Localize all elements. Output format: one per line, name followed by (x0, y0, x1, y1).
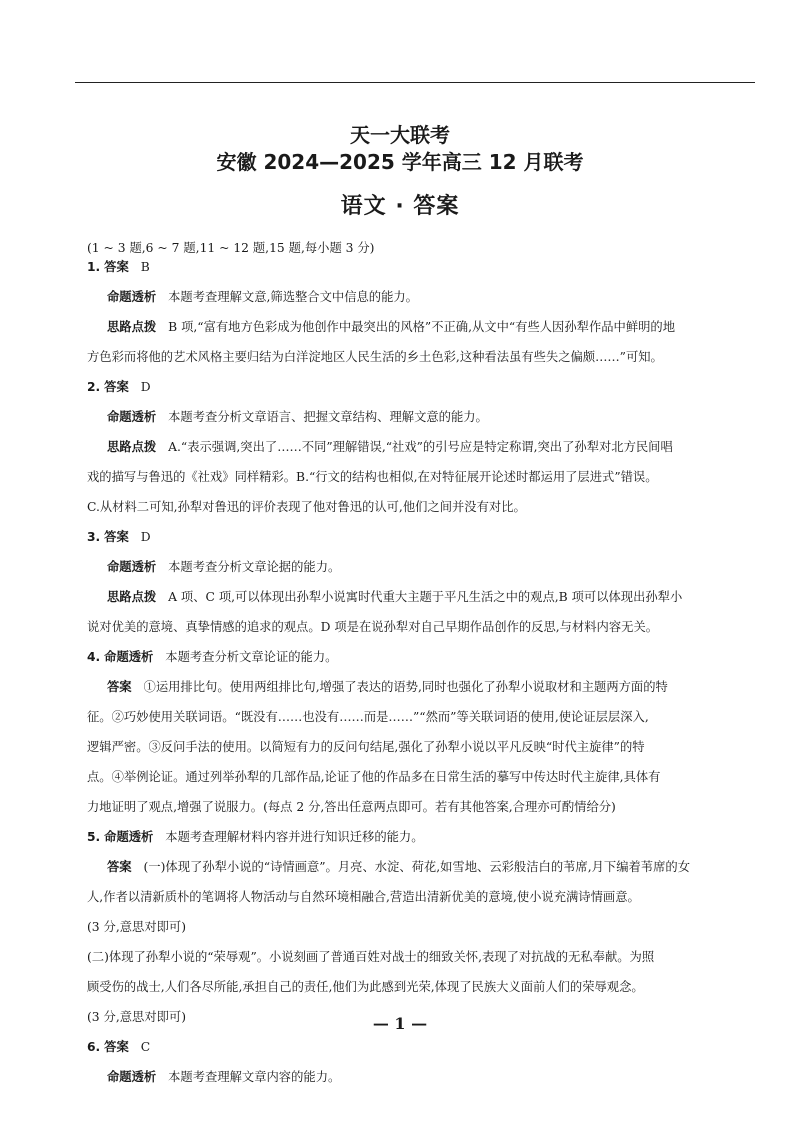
q3-answer: D (140, 530, 151, 544)
scoring-note: (1 ~ 3 题,6 ~ 7 题,11 ~ 12 题,15 题,每小题 3 分) (87, 241, 375, 255)
q1-answer-line (87, 258, 727, 277)
q6-answer: C (140, 1040, 151, 1054)
q5-answer-text: (3 分,意思对即可) (87, 920, 187, 934)
q5-analysis-line (87, 828, 727, 847)
q1-hint-line (87, 318, 727, 337)
q3-hint-line (87, 588, 727, 607)
q4-number: 4. (87, 650, 101, 664)
q5-answer-text: (一)体现了孙犁小说的“诗情画意”。月亮、水淀、荷花,如雪地、云彩般洁白的苇席,月下编着苇席的女 (143, 860, 690, 874)
answer-content (87, 239, 727, 1087)
q6-answer-line (87, 1038, 727, 1057)
q2-answer: D (140, 380, 151, 394)
exam-title: 安徽 2024—2025 学年高三 12 月联考 (216, 150, 584, 174)
q3-answer-line (87, 528, 727, 547)
q5-answer-text: 人,作者以清新质朴的笔调将人物活动与自然环境相融合,营造出清新优美的意境,使小说充满诗情画意。 (87, 890, 640, 904)
q1-number: 1. (87, 260, 101, 274)
q2-hint-text: 戏的描写与鲁迅的《社戏》同样精彩。B.“行文的结构也相似,在对特征展开论述时都运用了层进式”错误。 (87, 470, 658, 484)
q4-analysis: 本题考查分析文章论证的能力。 (165, 650, 338, 664)
q6-number: 6. (87, 1040, 101, 1054)
q4-analysis-line (87, 648, 727, 667)
q1-hint-text: 方色彩而将他的艺术风格主要归结为白洋淀地区人民生活的乡土色彩,这种看法虽有些失之偏颇……”可知。 (87, 350, 663, 364)
q3-number: 3. (87, 530, 101, 544)
q4-answer-text: ①运用排比句。使用两组排比句,增强了表达的语势,同时也强化了孙犁小说取材和主题两方面的特 (143, 680, 668, 694)
analysis-label: 命题透析 (104, 830, 154, 844)
q2-hint-line (87, 438, 727, 457)
q1-answer: B (140, 260, 150, 274)
hint-label: 思路点拨 (107, 440, 157, 454)
exam-organizer: 天一大联考 (350, 123, 450, 147)
q4-answer-text: 逻辑严密。③反问手法的使用。以简短有力的反问句结尾,强化了孙犁小说以平凡反映“时代主旋律”的特 (87, 740, 645, 754)
subject-title: 语文 · 答案 (340, 194, 460, 219)
answer-label: 答案 (104, 530, 129, 544)
analysis-label: 命题透析 (104, 650, 154, 664)
analysis-label: 命题透析 (107, 290, 157, 304)
q3-analysis-line (87, 558, 727, 577)
q4-answer-text: 力地证明了观点,增强了说服力。(每点 2 分,答出任意两点即可。若有其他答案,合理亦可酌情给分) (87, 800, 616, 814)
q2-hint-text: A.“表示强调,突出了……不同”理解错误,“社戏”的引号应是特定称谓,突出了孙犁对北方民间唱 (168, 440, 673, 454)
analysis-label: 命题透析 (107, 560, 157, 574)
hint-label: 思路点拨 (107, 320, 157, 334)
q4-answer-line (87, 678, 727, 697)
q5-answer-text: 顾受伤的战士,人们各尽所能,承担自己的责任,他们为此感到光荣,体现了民族大义面前人们的荣辱观念。 (87, 980, 644, 994)
q5-analysis: 本题考查理解材料内容并进行知识迁移的能力。 (165, 830, 424, 844)
answer-label: 答案 (107, 680, 132, 694)
hint-label: 思路点拨 (107, 590, 157, 604)
q2-answer-line (87, 378, 727, 397)
q2-number: 2. (87, 380, 101, 394)
q3-analysis: 本题考查分析文章论据的能力。 (168, 560, 341, 574)
q5-answer-text: (3 分,意思对即可) (87, 1010, 187, 1024)
q2-hint-text: C.从材料二可知,孙犁对鲁迅的评价表现了他对鲁迅的认可,他们之间并没有对比。 (87, 500, 526, 514)
q3-hint-text: A 项、C 项,可以体现出孙犁小说寓时代重大主题于平凡生活之中的观点,B 项可以体现出孙犁小 (168, 590, 683, 604)
q5-answer-text: (二)体现了孙犁小说的“荣辱观”。小说刻画了普通百姓对战士的细致关怀,表现了对抗战的无私奉献。为照 (87, 950, 655, 964)
answer-label: 答案 (104, 260, 129, 274)
q6-analysis: 本题考查理解文章内容的能力。 (168, 1070, 341, 1084)
q1-analysis: 本题考查理解文意,筛选整合文中信息的能力。 (168, 290, 418, 304)
q5-number: 5. (87, 830, 101, 844)
answer-label: 答案 (104, 1040, 129, 1054)
answer-label: 答案 (104, 380, 129, 394)
answer-label: 答案 (107, 860, 132, 874)
q4-answer-text: 点。④举例论证。通过列举孙犁的几部作品,论证了他的作品多在日常生活的摹写中传达时代主旋律,具体有 (87, 770, 661, 784)
analysis-label: 命题透析 (107, 410, 157, 424)
q6-analysis-line (87, 1068, 727, 1087)
q4-answer-text: 征。②巧妙使用关联词语。“既没有……也没有……而是……”“然而”等关联词语的使用,使论证层层深入, (87, 710, 649, 724)
page-number: — 1 — (372, 1014, 428, 1033)
q1-analysis-line (87, 288, 727, 307)
q1-hint-text: B 项,“富有地方色彩成为他创作中最突出的风格”不正确,从文中“有些人因孙犁作品中鲜明的地 (168, 320, 676, 334)
analysis-label: 命题透析 (107, 1070, 157, 1084)
q2-analysis: 本题考查分析文章语言、把握文章结构、理解文意的能力。 (168, 410, 488, 424)
q5-answer-line (87, 858, 727, 877)
q2-analysis-line (87, 408, 727, 427)
top-divider (75, 82, 755, 83)
q3-hint-text: 说对优美的意境、真挚情感的追求的观点。D 项是在说孙犁对自己早期作品创作的反思,与材料内容无关。 (87, 620, 659, 634)
